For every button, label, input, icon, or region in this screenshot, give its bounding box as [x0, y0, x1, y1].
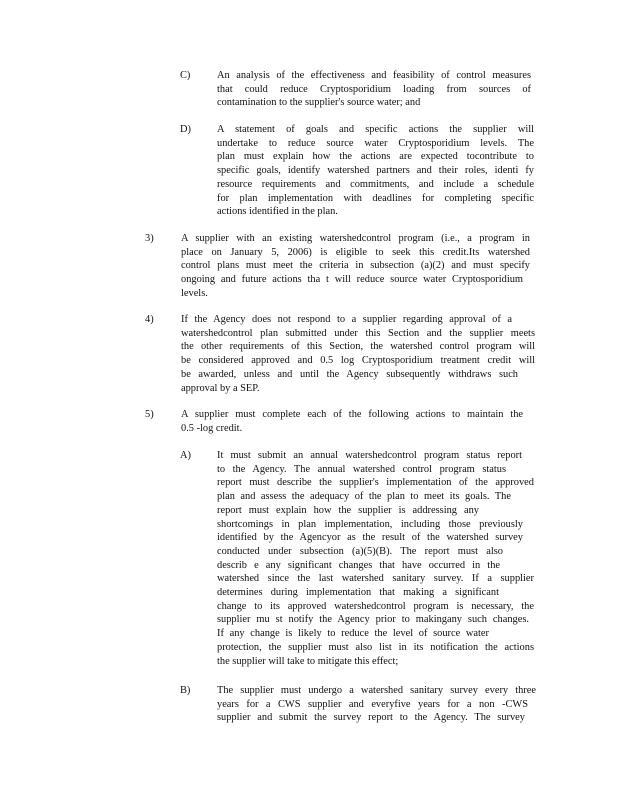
text-line: supplier mu st notify the Agency prior to makingany such changes.	[217, 614, 529, 626]
text-line: be considered approved and 0.5 log Cryptosporidium treatment credit will	[181, 355, 535, 367]
text-line: report must describe the supplier's implementation of the approved	[217, 477, 534, 489]
item-text	[181, 232, 530, 301]
text-line: supplier and submit the survey report to the Agency. The survey	[217, 712, 525, 724]
text-line: years for a CWS supplier and everyfive years for a non -CWS	[217, 698, 528, 710]
text-line: If the Agency does not respond to a supplier regarding approval of a	[181, 314, 512, 325]
item-label: 4)	[145, 314, 154, 325]
text-line: the other requirements of this Section, the watershed control program will	[181, 341, 535, 353]
text-line: determines during implementation that making a significant	[217, 587, 499, 599]
text-line: levels.	[181, 287, 208, 299]
text-line: change to its approved watershedcontrol program is necessary, the	[217, 600, 534, 612]
text-line: for plan implementation with deadlines for completing specific	[217, 192, 534, 204]
item-text	[181, 408, 523, 435]
item-label: C)	[180, 70, 191, 81]
text-line: plan must explain how the actions are expected tocontribute to	[217, 151, 534, 163]
text-line: plan and assess the adequacy of the plan to meet its goals. The	[217, 491, 511, 503]
text-line: control plans must meet the criteria in subsection (a)(2) and must specify	[181, 260, 530, 272]
text-line: protection, the supplier must also list in its notification the actions	[217, 641, 534, 653]
item-label: A)	[180, 450, 191, 461]
text-line: A supplier must complete each of the following actions to maintain the	[181, 409, 523, 420]
text-line: to the Agency. The annual watershed control program status	[217, 463, 506, 475]
text-line: contamination to the supplier's source water; and	[217, 97, 421, 109]
item-text	[181, 313, 535, 395]
text-line: The supplier must undergo a watershed sanitary survey every three	[217, 685, 536, 696]
text-line: undertake to reduce source water Cryptosporidium levels. The	[217, 137, 534, 149]
text-line: ongoing and future actions tha t will reduce source water Cryptosporidium	[181, 274, 523, 286]
text-line: watershed since the last watershed sanitary survey. If a supplier	[217, 573, 534, 585]
text-line: the supplier will take to mitigate this effect;	[217, 655, 399, 667]
text-line: describ e any significant changes that have occurred in the	[217, 559, 500, 571]
text-line: A statement of goals and specific actions the supplier will	[217, 124, 534, 135]
text-line: 0.5 -log credit.	[181, 422, 243, 434]
text-line: A supplier with an existing watershedcontrol program (i.e., a program in	[181, 233, 530, 244]
item-label: D)	[180, 124, 191, 135]
text-line: If any change is likely to reduce the level of source water	[217, 628, 489, 640]
text-line: specific goals, identify watershed partners and their roles, identi fy	[217, 165, 534, 177]
item-text	[217, 684, 536, 725]
item-label: 3)	[145, 233, 154, 244]
text-line: place on January 5, 2006) is eligible to seek this credit.Its watershed	[181, 246, 530, 258]
text-line: resource requirements and commitments, and include a schedule	[217, 178, 534, 190]
item-text	[217, 123, 534, 219]
text-line: identified by the Agencyor as the result of the watershed survey	[217, 532, 523, 544]
text-line: conducted under subsection (a)(5)(B). The report must also	[217, 545, 503, 557]
text-line: approval by a SEP.	[181, 382, 260, 394]
item-text	[217, 69, 531, 110]
item-label: 5)	[145, 409, 154, 420]
text-line: shortcomings in plan implementation, including those previously	[217, 518, 523, 530]
text-line: An analysis of the effectiveness and feasibility of control measures	[217, 70, 531, 81]
text-line: actions identified in the plan.	[217, 206, 338, 218]
text-line: that could reduce Cryptosporidium loading from sources of	[217, 83, 531, 95]
item-label: B)	[180, 685, 191, 696]
item-text	[217, 449, 534, 668]
text-line: be awarded, unless and until the Agency subsequently withdraws such	[181, 368, 518, 380]
text-line: report must explain how the supplier is addressing any	[217, 504, 479, 516]
text-line: watershedcontrol plan submitted under this Section and the supplier meets	[181, 327, 535, 339]
text-line: It must submit an annual watershedcontrol program status report	[217, 450, 522, 461]
